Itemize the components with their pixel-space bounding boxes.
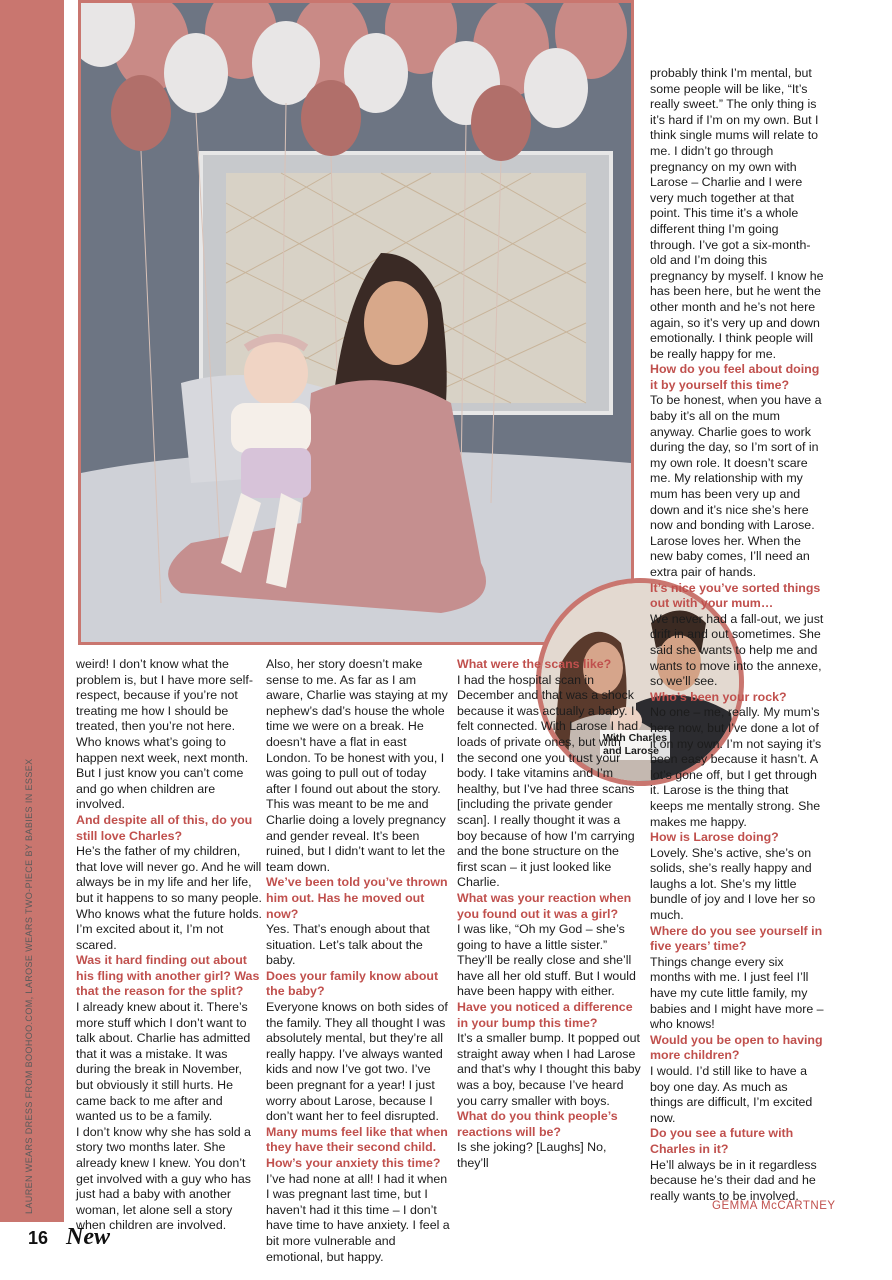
- answer-paragraph: He’ll always be in it regardless because he’s their dad and he really wants to be involved.: [650, 1157, 817, 1203]
- magazine-brand: New: [66, 1224, 110, 1250]
- answer-paragraph: Yes. That’s enough about that situation. Let’s talk about the baby.: [266, 922, 430, 968]
- article-column-3: [457, 657, 641, 1172]
- question-heading: How is Larose doing?: [650, 830, 779, 845]
- question-heading: Would you be open to having more children?: [650, 1032, 823, 1063]
- question-heading: Do you see a future with Charles in it?: [650, 1126, 794, 1156]
- answer-paragraph: I’ve had none at all! I had it when I was pregnant last time, but I haven’t had it this time – I don’t have time to have anxiety. I feel a bit more vulnerable and emotional, but happy.: [266, 1171, 450, 1264]
- question-heading: Who’s been your rock?: [650, 689, 787, 704]
- question-heading: Many mums feel like that when they have their second child. How’s your anxiety this time?: [266, 1124, 448, 1170]
- answer-paragraph: We never had a fall-out, we just drift in and out sometimes. She said she wants to help me and wants to move into the annexe, so we’ll see.: [650, 611, 824, 689]
- answer-paragraph: Everyone knows on both sides of the family. They all thought I was absolutely mental, but they’re all really happy. I’ve always wanted kids and now I’ve got two. I’ve been pregnant for a year! I just worry about Larose, because I don’t want her to feel disrupted.: [266, 1000, 448, 1124]
- answer-paragraph: I would. I’d still like to have a boy one day. As much as things are difficult, I’m excited now.: [650, 1064, 813, 1125]
- article-column-2: [266, 657, 452, 1265]
- question-heading: Where do you see yourself in five years’ time?: [650, 923, 823, 954]
- main-photo: [78, 0, 634, 645]
- answer-paragraph: probably think I’m mental, but some people will be like, “It’s really sweet.” The only thing is it’s hard if I’m on my own. But I think single mums will relate to me. I didn’t go through pregnancy on my own with Larose – Charlie and I were very much together at that point. This time it’s a whole different thing I’m going through. I’ve got a six-month-old and I’m doing this pregnancy by myself. I know he has been here, but he went the other month and he’s not here again, so it’s very up and down emotionally. I think people will be really happy for me.: [650, 66, 824, 361]
- question-heading: Was it hard finding out about his fling with another girl? Was that the reason for the split?: [76, 953, 260, 999]
- article-column-4: [650, 66, 824, 1204]
- inset-caption-line2: and Larose: [603, 745, 660, 757]
- answer-paragraph: Also, her story doesn’t make sense to me. As far as I am aware, Charlie was staying at my nephew’s dad’s house the whole time we were on a break. He doesn’t have a flat in east London. To be honest with you, I was going to pull out of today after I found out about the story. This was meant to be me and Charlie doing a lovely pregnancy and gender reveal. It’s been ruined, but I didn’t want to let the team down.: [266, 657, 448, 874]
- answer-paragraph: I don’t know why she has sold a story two months later. She already knew I knew. You don’t get involved with a guy who has just had a baby with another woman, let alone sell a story when children are involved.: [76, 1124, 251, 1233]
- byline: GEMMA McCARTNEY: [712, 1200, 836, 1212]
- answer-paragraph: No one – me, really. My mum’s here now, but I’ve done a lot of it on my own. I’m not saying it’s been easy because it hasn’t. A lot’s gone off, but I get through it. Larose is the thing that keeps me mentally strong. She makes me happy.: [650, 705, 822, 829]
- answer-paragraph: I had the hospital scan in December and that was a shock because it was actually a baby. I felt connected. With Larose I had loads of private ones, but with the second one you trust your body. I take vitamins and I’m healthy, but I’ve had three scans [including the private gender scan]. I really thought it was a boy because of how I’m carrying and the bone structure on the first scan – it just looked like Charlie.: [457, 672, 639, 890]
- answer-paragraph: I was like, “Oh my God – she’s going to have a little sister.” They’ll be really close and she’ll have all her old stuff. But I would have been happy with either.: [457, 922, 636, 999]
- answer-paragraph: Things change every six months with me. I just feel I’ll have my cute little family, my babies and I might have more – who knows!: [650, 954, 824, 1032]
- question-heading: What was your reaction when you found out it was a girl?: [457, 890, 632, 921]
- page-number: 16: [28, 1228, 49, 1248]
- question-heading: What do you think people’s reactions will be?: [457, 1109, 618, 1139]
- question-heading: It’s nice you’ve sorted things out with your mum…: [650, 580, 821, 611]
- question-heading: What were the scans like?: [457, 657, 612, 671]
- question-heading: We’ve been told you’ve thrown him out. Has he moved out now?: [266, 875, 448, 921]
- answer-paragraph: weird! I don’t know what the problem is, but I have more self-respect, because if you’re not treating me how I should be treated, then you’re not here. Who knows what’s going to happen next week, next month. But I just know you can’t come and go when children are involved.: [76, 657, 253, 812]
- answer-paragraph: To be honest, when you have a baby it’s all on the mum anyway. Charlie goes to work during the day, so I’m sort of in my own role. It doesn’t scare me. My relationship with my mum has been very up and down and it’s nice she’s here now and bonding with Larose. Larose loves her. When the new baby comes, I’ll need an extra pair of hands.: [650, 393, 822, 579]
- answer-paragraph: It’s a smaller bump. It popped out straight away when I had Larose and that’s why I thought this baby was a boy, because I’ve heard you carry smaller with boys.: [457, 1031, 641, 1108]
- answer-paragraph: Is she joking? [Laughs] No, they’ll: [457, 1140, 607, 1170]
- question-heading: Does your family know about the baby?: [266, 968, 439, 999]
- article-column-1: [76, 657, 262, 1234]
- question-heading: Have you noticed a difference in your bump this time?: [457, 1000, 633, 1030]
- answer-paragraph: I already knew about it. There’s more stuff which I don’t want to talk about. Charlie has admitted that it was a mistake. It was during the break in November, but obviously it still hurts. He came back to me after and wanted us to be a family.: [76, 1000, 251, 1124]
- question-heading: How do you feel about doing it by yourself this time?: [650, 362, 820, 392]
- inset-caption-line1: With Charles: [603, 732, 668, 744]
- answer-paragraph: He’s the father of my children, that love will never go. And he will always be in my life and her life, but it happens to so many people. Who knows what the future holds. I’m excited about it, I’m not scared.: [76, 844, 262, 952]
- photo-credit: LAUREN WEARS DRESS FROM BOOHOO.COM, LAROSE WEARS TWO-PIECE BY BABIES IN ESSEX: [24, 758, 34, 1214]
- question-heading: And despite all of this, do you still love Charles?: [76, 812, 253, 843]
- answer-paragraph: Lovely. She’s active, she’s on solids, she’s really happy and laughs a lot. She’s my little bundle of joy and I love her so much.: [650, 845, 816, 923]
